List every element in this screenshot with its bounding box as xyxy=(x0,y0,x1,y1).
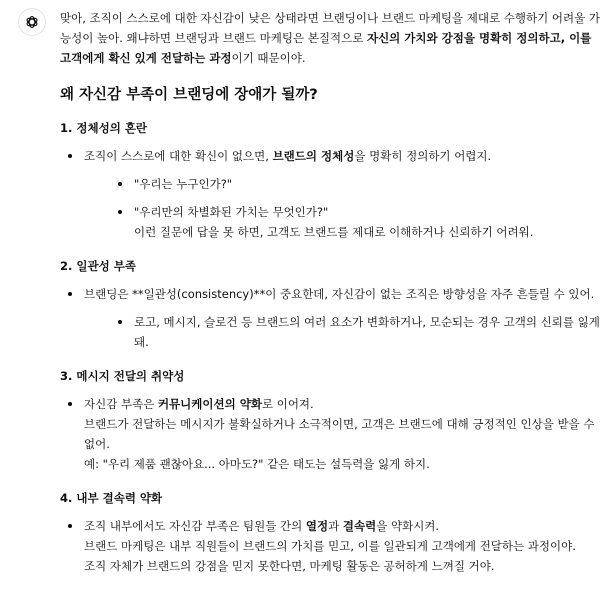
text: 로 이어져. xyxy=(261,397,314,411)
text: 조직 내부에서도 자신감 부족은 팀원들 간의 xyxy=(84,519,306,533)
list-item xyxy=(60,146,600,242)
section-heading: 왜 자신감 부족이 브랜딩에 장애가 될까? xyxy=(60,87,318,103)
list-item xyxy=(60,284,600,352)
section-title: 4. 내부 결속력 약화 xyxy=(60,491,163,505)
text: "우리만의 차별화된 가치는 무엇인가?" xyxy=(134,205,329,219)
section-title: 3. 메시지 전달의 취약성 xyxy=(60,369,185,383)
intro-text-end: 이기 때문이야. xyxy=(231,51,306,65)
intro-text: 맞아, 조직이 스스로에 대한 자신감이 낮은 상태라면 브랜딩이나 브랜드 마케팅을 제대로 수행하기 어려울 가능성이 높아. 왜냐하면 브랜딩과 브랜드 마케팅은 본질적으로 xyxy=(60,11,600,45)
text: 조직 자체가 브랜드의 강점을 믿지 못한다면, 마케팅 활동은 공허하게 느껴질 거야. xyxy=(84,559,495,573)
bold-text: 브랜드의 정체성 xyxy=(272,149,355,163)
intro-paragraph xyxy=(60,8,600,68)
section-consistency xyxy=(60,256,600,352)
text: 브랜딩은 **일관성(consistency)**이 중요한데, 자신감이 없는 조직은 방향성을 자주 흔들릴 수 있어. xyxy=(84,287,595,301)
text: 브랜드가 전달하는 메시지가 불확실하거나 소극적이면, 고객은 브랜드에 대해 긍정적인 인상을 받을 수 없어. xyxy=(84,417,595,451)
intro-bold: 자신의 가치와 강점을 명확히 정의하고, 이를 고객에게 확신 있게 전달하는 과정 xyxy=(60,31,592,65)
bold-text: 결속력 xyxy=(342,519,377,533)
text: 예: "우리 제품 괜찮아요... 아마도?" 같은 태도는 설득력을 잃게 하지. xyxy=(84,457,430,471)
text: 을 명확히 정의하기 어렵지. xyxy=(354,149,492,163)
list-item xyxy=(60,516,600,576)
section-title: 2. 일관성 부족 xyxy=(60,259,136,273)
list-item: "우리는 누구인가?" xyxy=(84,174,600,194)
text: 을 약화시켜. xyxy=(376,519,440,533)
openai-logo-icon xyxy=(24,14,40,30)
section-message xyxy=(60,366,600,474)
section-title: 1. 정체성의 혼란 xyxy=(60,121,148,135)
text: 브랜드 마케팅은 내부 직원들이 브랜드의 가치를 믿고, 이를 일관되게 고객에게 전달하는 과정이야. xyxy=(84,539,576,553)
text: 자신감 부족은 xyxy=(84,397,158,411)
bold-text: 열정 xyxy=(305,519,329,533)
text: 이런 질문에 답을 못 하면, 고객도 브랜드를 제대로 이해하거나 신뢰하기 어려워. xyxy=(134,225,534,239)
assistant-avatar xyxy=(18,8,46,36)
text: 조직이 스스로에 대한 확신이 없으면, xyxy=(84,149,273,163)
list-item xyxy=(84,202,600,242)
list-item: 로고, 메시지, 슬로건 등 브랜드의 여러 요소가 변화하거나, 모순되는 경우 고객의 신뢰를 잃게 돼. xyxy=(84,312,600,352)
section-identity xyxy=(60,118,600,242)
message-content xyxy=(60,8,600,590)
section-cohesion xyxy=(60,488,600,576)
text: 과 xyxy=(328,519,343,533)
bold-text: 커뮤니케이션의 약화 xyxy=(157,397,262,411)
list-item xyxy=(60,394,600,474)
